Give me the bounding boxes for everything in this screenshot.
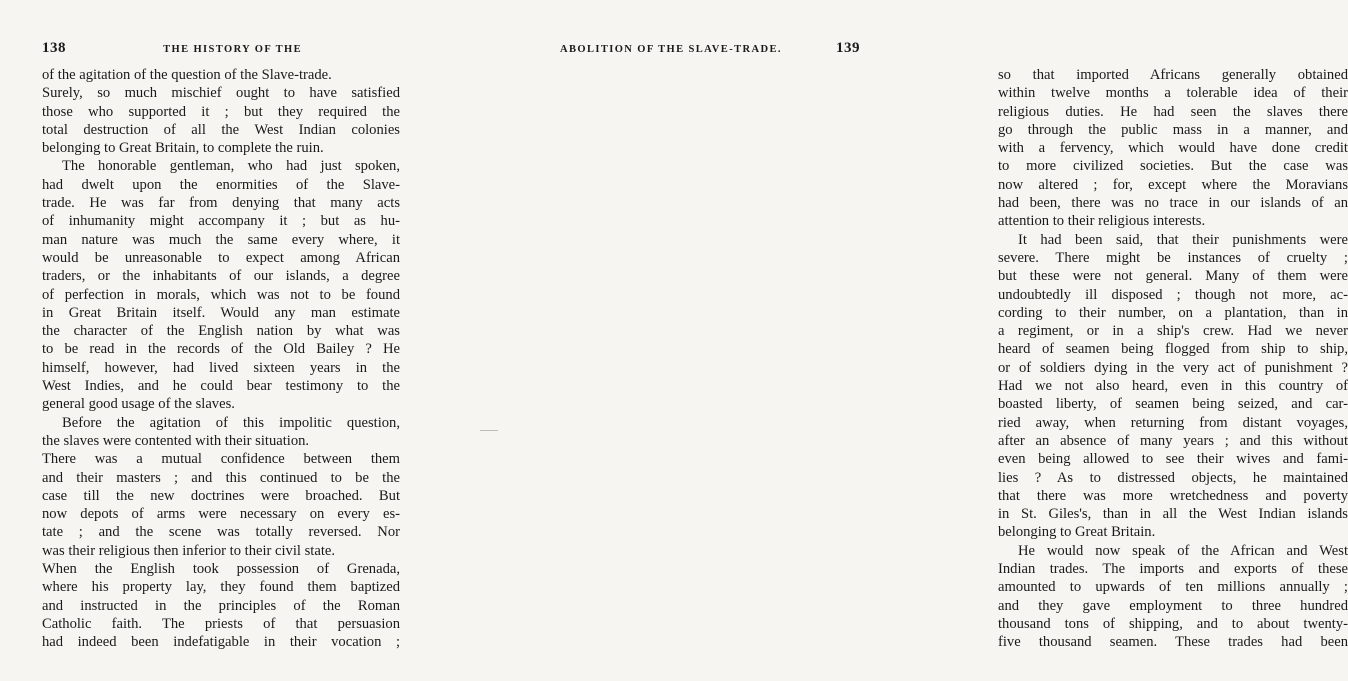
- text-line: total destruction of all the West Indian colonies: [42, 121, 400, 138]
- text-line: the character of the English nation by what was: [42, 323, 400, 340]
- text-line: The honorable gentleman, who had just spoken,: [62, 158, 400, 175]
- text-line: case till the new doctrines were broached. But: [42, 487, 400, 504]
- text-line: those who supported it ; but they required the: [42, 103, 400, 120]
- text-line: severe. There might be instances of cruelty ;: [998, 249, 1348, 266]
- left-page: [0, 0, 490, 681]
- text-line: Surely, so much mischief ought to have satisfied: [42, 85, 400, 102]
- text-line: after an absence of many years ; and this without: [998, 432, 1348, 449]
- text-line: had dwelt upon the enormities of the Slave-: [42, 176, 400, 193]
- right-running-head: ABOLITION OF THE SLAVE-TRADE.: [560, 44, 782, 55]
- text-line: go through the public mass in a manner, and: [998, 121, 1348, 138]
- text-line: religious duties. He had seen the slaves there: [998, 103, 1348, 120]
- text-line: of perfection in morals, which was not to be found: [42, 286, 400, 303]
- text-line: undoubtedly ill disposed ; though not more, ac-: [998, 286, 1348, 303]
- text-line: general good usage of the slaves.: [42, 396, 235, 413]
- text-line: of the agitation of the question of the Slave-trade.: [42, 67, 332, 83]
- text-line: had indeed been indefatigable in their vocation ;: [42, 634, 400, 651]
- text-line: to be read in the records of the Old Bailey ? He: [42, 341, 400, 358]
- left-page-header: [42, 40, 302, 62]
- right-page-text: [998, 66, 1348, 652]
- text-line: or of soldiers dying in the very act of punishment ?: [998, 359, 1348, 376]
- text-line: Catholic faith. The priests of that persuasion: [42, 615, 400, 632]
- text-line: of inhumanity might accompany it ; but as hu-: [42, 213, 400, 230]
- text-line: When the English took possession of Grenada,: [42, 561, 400, 578]
- text-line: It had been said, that their punishments were: [1018, 231, 1348, 248]
- text-line: within twelve months a tolerable idea of their: [998, 85, 1348, 102]
- text-line: cording to their number, on a plantation, than in: [998, 304, 1348, 321]
- text-line: to more civilized societies. But the case was: [998, 158, 1348, 175]
- right-page-header: [560, 40, 860, 62]
- text-line: Indian trades. The imports and exports of these: [998, 561, 1348, 578]
- text-line: that there was more wretchedness and poverty: [998, 487, 1348, 504]
- text-line: so that imported Africans generally obtained: [998, 67, 1348, 83]
- text-line: Had we not also heard, even in this country of: [998, 378, 1348, 395]
- text-line: trade. He was far from denying that many acts: [42, 195, 400, 212]
- text-line: with a fervency, which would have done credit: [998, 140, 1348, 157]
- text-line: in St. Giles's, than in all the West Indian islands: [998, 506, 1348, 523]
- text-line: He would now speak of the African and West: [1018, 542, 1348, 559]
- text-line: amounted to upwards of ten millions annually ;: [998, 579, 1348, 596]
- text-line: the slaves were contented with their situation.: [42, 432, 310, 449]
- text-line: where his property lay, they found them baptized: [42, 579, 400, 596]
- text-line: traders, or the inhabitants of our islands, a degree: [42, 268, 400, 285]
- text-line: had been, there was no trace in our islands of an: [998, 195, 1348, 212]
- left-page-number: 138: [42, 40, 66, 56]
- text-line: tate ; and the scene was totally reversed. Nor: [42, 524, 400, 541]
- text-line: himself, however, had lived sixteen years in the: [42, 359, 400, 376]
- text-line: thousand tons of shipping, and to about twenty-: [998, 615, 1348, 632]
- text-line: and their masters ; and this continued to be the: [42, 469, 400, 486]
- text-line: belonging to Great Britain, to complete the ruin.: [42, 140, 324, 157]
- text-line: belonging to Great Britain.: [998, 524, 1156, 541]
- left-page-text: [42, 66, 400, 652]
- gutter-mark: [480, 430, 498, 431]
- text-line: in Great Britain itself. Would any man estimate: [42, 304, 400, 321]
- left-running-head: THE HISTORY OF THE: [163, 44, 302, 55]
- text-line: West Indies, and he could bear testimony to the: [42, 378, 400, 395]
- text-line: lies ? As to distressed objects, he maintained: [998, 469, 1348, 486]
- text-line: a regiment, or in a ship's crew. Had we never: [998, 323, 1348, 340]
- text-line: now depots of arms were necessary on every es-: [42, 506, 400, 523]
- text-line: even being allowed to see their wives and fami-: [998, 451, 1348, 468]
- text-line: attention to their religious interests.: [998, 213, 1206, 230]
- text-line: was their religious then inferior to their civil state.: [42, 542, 336, 559]
- text-line: ried away, when returning from distant voyages,: [998, 414, 1348, 431]
- text-line: Before the agitation of this impolitic question,: [62, 414, 400, 431]
- text-line: would be unreasonable to expect among African: [42, 249, 400, 266]
- text-line: now altered ; for, except where the Moravians: [998, 176, 1348, 193]
- text-line: man nature was much the same every where, it: [42, 231, 400, 248]
- text-line: boasted liberty, of seamen being seized, and car-: [998, 396, 1348, 413]
- text-line: five thousand seamen. These trades had been: [998, 634, 1348, 651]
- text-line: and instructed in the principles of the Roman: [42, 597, 400, 614]
- text-line: but these were not general. Many of them were: [998, 268, 1348, 285]
- text-line: heard of seamen being flogged from ship to ship,: [998, 341, 1348, 358]
- text-line: There was a mutual confidence between them: [42, 451, 400, 468]
- text-line: and they gave employment to three hundred: [998, 597, 1348, 614]
- right-page-number: 139: [836, 40, 860, 56]
- right-page: [490, 0, 1348, 681]
